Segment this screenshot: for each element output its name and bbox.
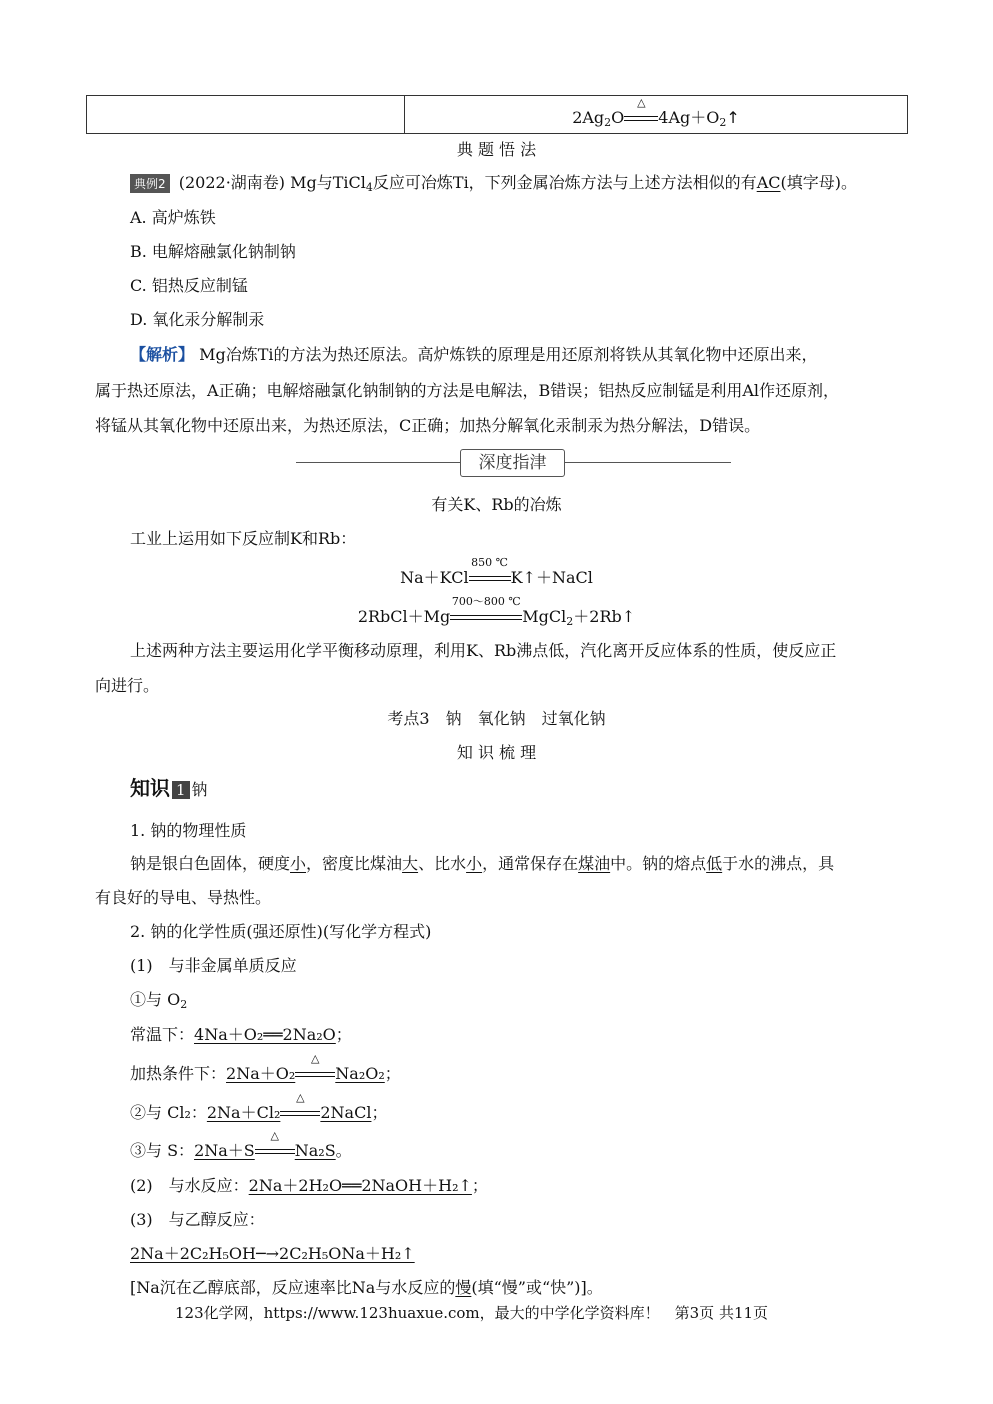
table-cell-equation: $2Ag_2O$ △ $4Ag+O_2↑$ — [405, 96, 908, 134]
table-cell-empty — [87, 96, 405, 134]
banner-rule-left — [296, 462, 460, 463]
principle-line-1: 上述两种方法主要运用化学平衡移动原理，利用K、Rb沸点低，汽化离开反应体系的性质，使反应正 — [130, 641, 837, 660]
room-temp-line: 常温下：4Na＋O₂══2Na₂O； — [130, 1025, 352, 1044]
principle-line-2: 向进行。 — [95, 676, 160, 695]
eq-condition: △ — [624, 108, 658, 127]
example-question: 典例2 (2022·湖南卷) Mg与TiCl$_4$反应可冶炼Ti，下列金属冶炼方法与上述方法相似的有AC(填字母)。 — [130, 170, 857, 193]
option-b: B. 电解熔融氯化钠制钠 — [130, 242, 296, 261]
knowledge-header: 知 识 梳 理 — [456, 743, 537, 762]
ethanol-title: (3) 与乙醇反应： — [130, 1210, 265, 1229]
top-table — [86, 95, 908, 134]
ethanol-equation: 2Na＋2C₂H₅OH─→2C₂H₅ONa＋H₂↑ — [130, 1244, 415, 1263]
s-equation: 2Na＋S △ Na₂S — [194, 1129, 336, 1160]
nonmetal-title: (1) 与非金属单质反应 — [130, 956, 297, 975]
o2-label: ①与 $O_2$ — [130, 990, 188, 1011]
kaodian-title: 考点3 钠 氧化钠 过氧化钠 — [387, 709, 606, 728]
eq-condition: 700～800 ℃ — [450, 607, 522, 626]
heating-line: 加热条件下：2Na＋O₂ △ Na₂O₂； — [130, 1052, 401, 1083]
ethanol-answer: 慢 — [455, 1278, 472, 1297]
phys-title: 1. 钠的物理性质 — [130, 821, 247, 840]
page-footer: 123化学网，https://www.123huaxue.com，最大的中学化学资料库！ 第3页 共11页 — [175, 1304, 769, 1322]
eq-condition: △ — [255, 1141, 295, 1160]
example-answer: AC — [756, 173, 781, 192]
heating-equation: 2Na＋O₂ △ Na₂O₂ — [226, 1052, 385, 1083]
equation-k: Na＋KCl 850 ℃ K↑＋NaCl — [400, 556, 593, 587]
option-a: A. 高炉炼铁 — [130, 208, 216, 227]
eq-condition: 850 ℃ — [469, 568, 511, 587]
room-temp-equation: 4Na＋O₂══2Na₂O — [194, 1025, 336, 1044]
section-title: 典 题 悟 法 — [456, 140, 537, 159]
water-equation: 2Na＋2H₂O══2NaOH＋H₂↑ — [248, 1176, 472, 1195]
eq-condition: △ — [295, 1064, 335, 1083]
intro-text: 工业上运用如下反应制K和Rb： — [130, 529, 357, 548]
table-eq-left: 2Ag — [572, 108, 605, 127]
phys-line-2: 有良好的导电、导热性。 — [95, 888, 272, 907]
example-badge: 典例2 — [130, 174, 170, 193]
knowledge-heading: 知识 1 钠 — [130, 776, 208, 800]
cl2-line: ②与 Cl₂：2Na＋Cl₂ △ 2NaCl； — [130, 1091, 388, 1122]
sub-title: 有关K、Rb的冶炼 — [431, 495, 562, 514]
eq-condition: △ — [280, 1103, 320, 1122]
analysis-label: 【解析】 — [130, 345, 195, 364]
analysis-line-3: 将锰从其氧化物中还原出来，为热还原法，C正确；加热分解氧化汞制汞为热分解法，D错误。 — [95, 416, 761, 435]
s-line: ③与 S：2Na＋S △ Na₂S。 — [130, 1129, 352, 1160]
analysis-line-2: 属于热还原法，A正确；电解熔融氯化钠制钠的方法是电解法，B错误；铝热反应制锰是利用Al作还原剂， — [95, 381, 839, 400]
water-line: (2) 与水反应：2Na＋2H₂O══2NaOH＋H₂↑； — [130, 1176, 488, 1195]
cl2-equation: 2Na＋Cl₂ △ 2NaCl — [206, 1091, 372, 1122]
ethanol-note: [Na沉在乙醇底部，反应速率比Na与水反应的慢(填“慢”或“快”)]。 — [130, 1278, 603, 1297]
knowledge-number: 1 — [172, 781, 190, 799]
phys-line-1: 钠是银白色固体，硬度小，密度比煤油大、比水小，通常保存在煤油中。钠的熔点低于水的沸点，具 — [130, 854, 835, 873]
banner-rule-right — [563, 462, 731, 463]
option-d: D. 氧化汞分解制汞 — [130, 310, 265, 329]
analysis-line-1: 【解析】 Mg冶炼Ti的方法为热还原法。高炉炼铁的原理是用还原剂将铁从其氧化物中还原出来， — [130, 345, 818, 364]
option-c: C. 铝热反应制锰 — [130, 276, 248, 295]
banner-title: 深度指津 — [460, 449, 565, 477]
equation-rb: 2RbCl＋Mg 700～800 ℃ MgCl$_2$＋2Rb↑ — [357, 595, 636, 628]
chem-title: 2. 钠的化学性质(强还原性)(写化学方程式) — [130, 922, 432, 941]
